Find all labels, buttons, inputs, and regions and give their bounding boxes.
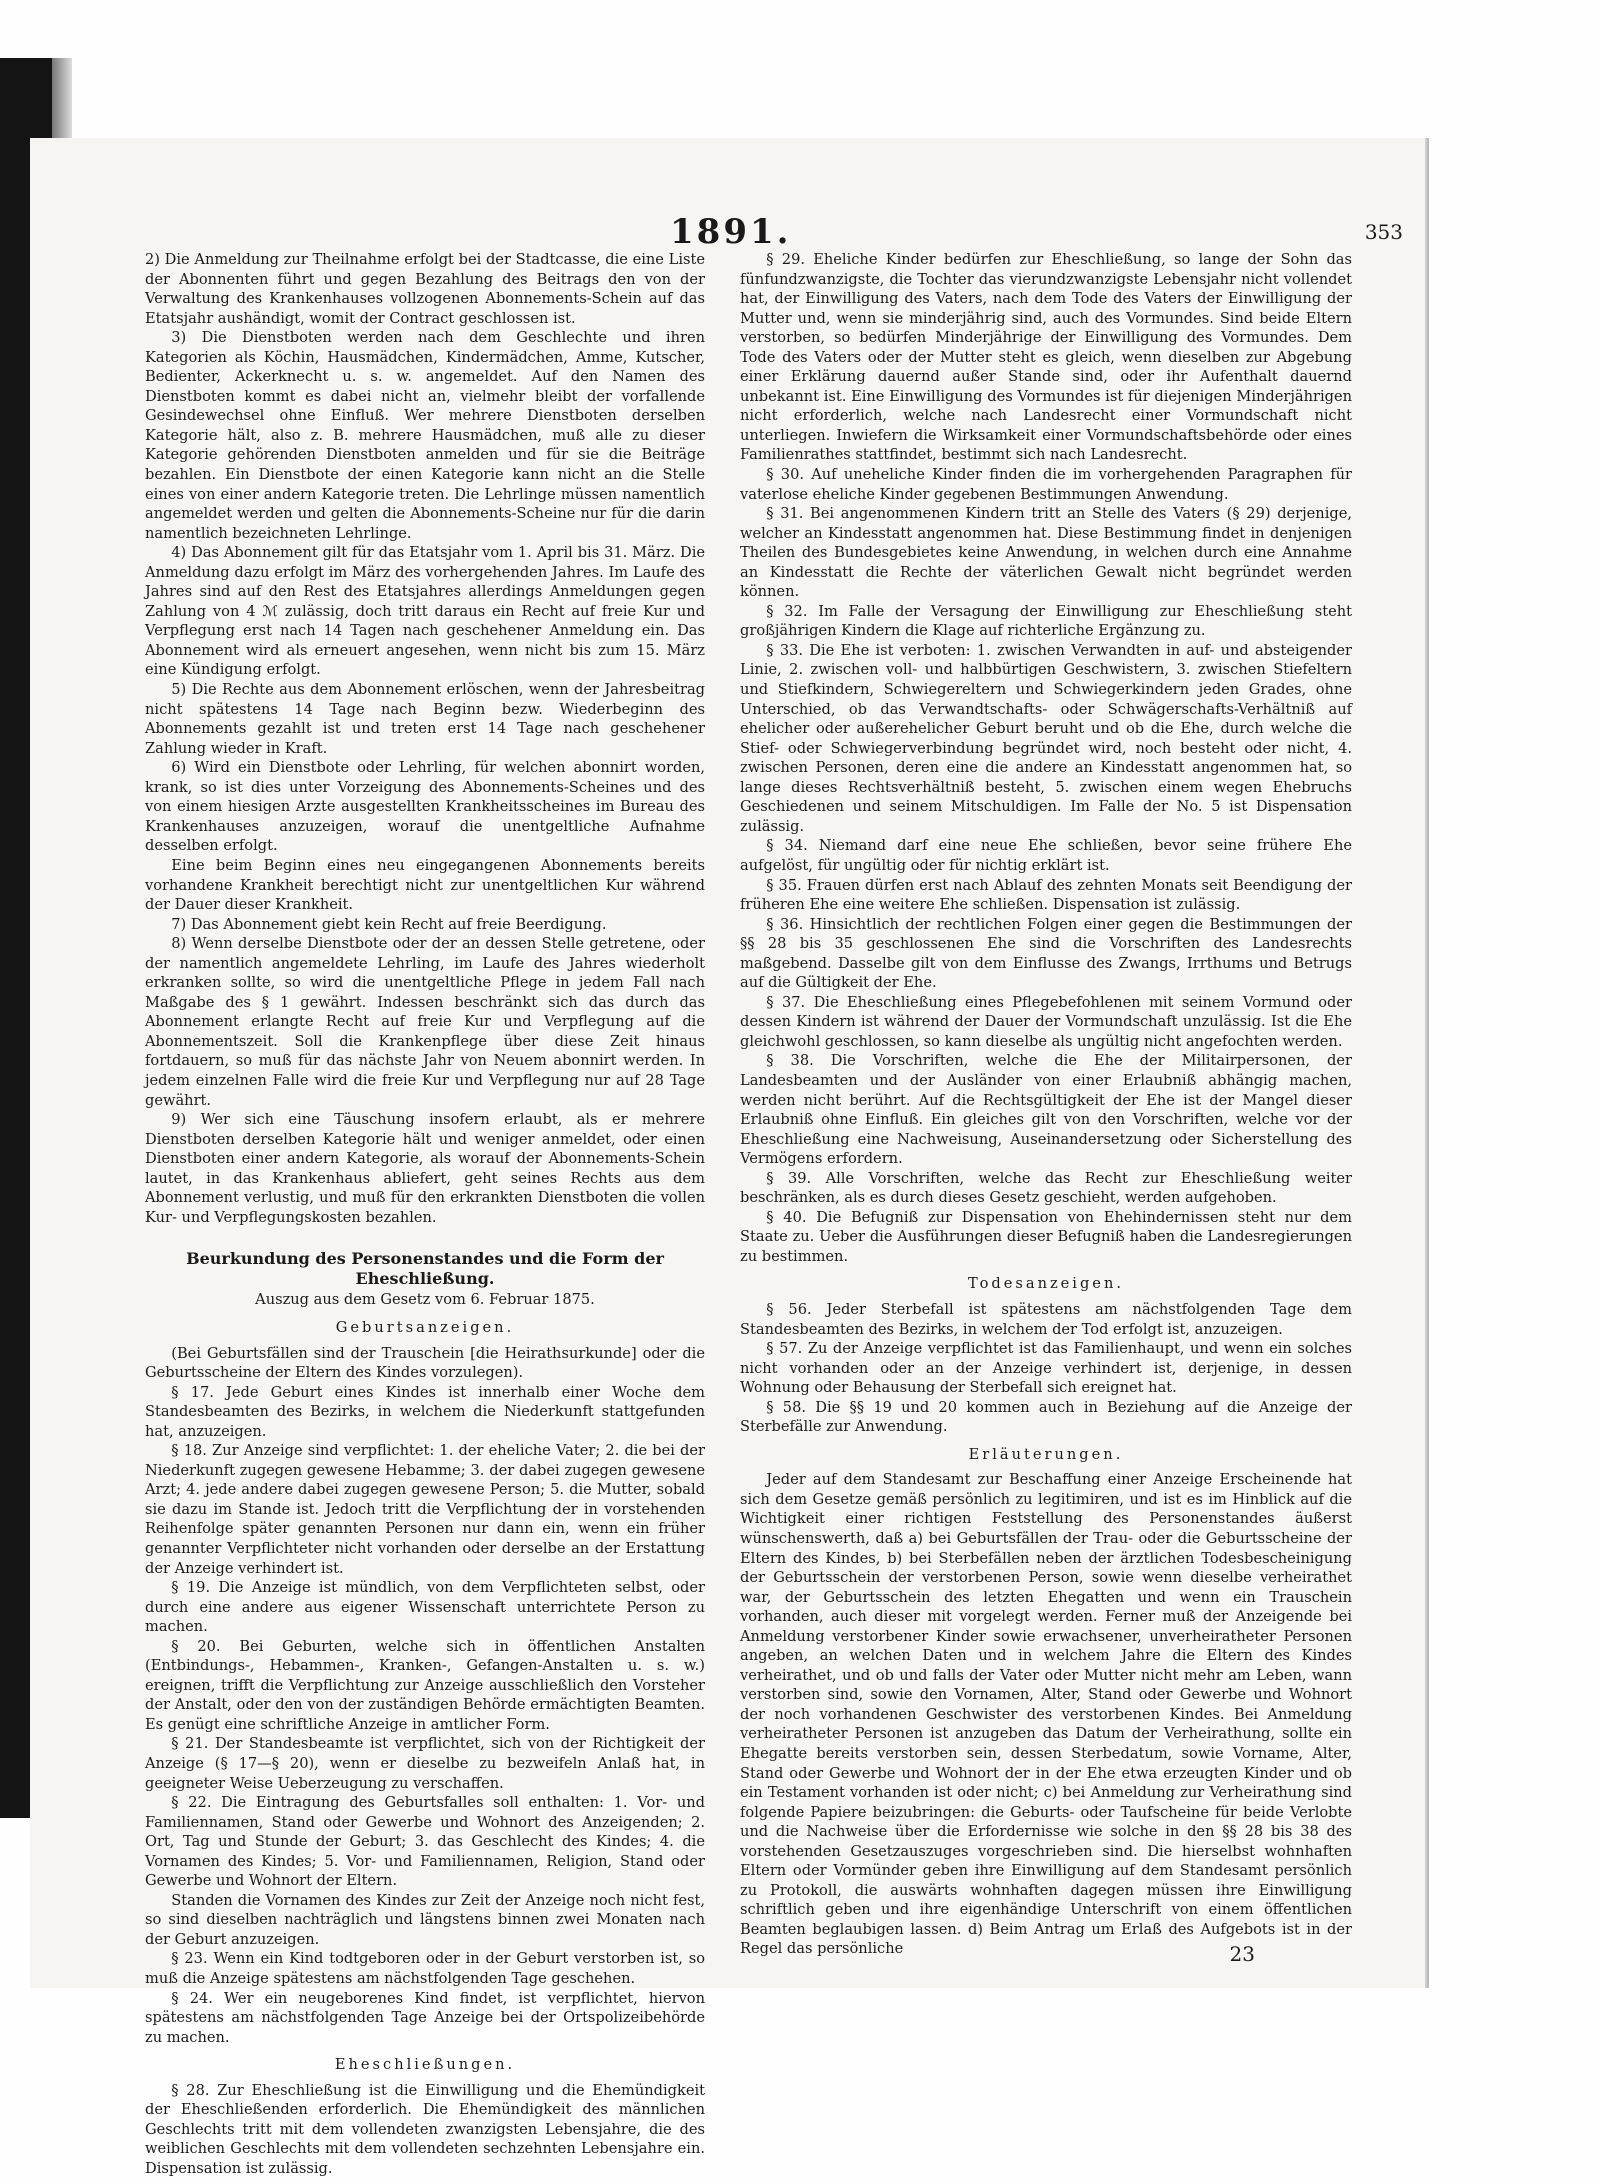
document-page [30,138,1427,2177]
heading-deaths: Todesanzeigen. [968,1275,1124,1293]
paragraph: § 38. Die Vorschriften, welche die Ehe der Militairpersonen, der Landesbeamten und der Ausländer von einer Erlaubniß abhängig machen, werden nicht berührt. Auf die Rechtsgültigkeit der Ehe ist der Mangel dieser Erlaubniß ohne Einfluß. Ein gleiches gilt von den Vorschriften, welche vor der Eheschließung eine Nachweisung, Auseinandersetzung oder Sicherstellung des Vermögens erfordern. [740,1052,1352,1168]
paragraph: § 20. Bei Geburten, welche sich in öffentlichen Anstalten (Entbindungs-, Hebammen-, Kranken-, Gefangen-Anstalten u. s. w.) ereignen, trifft die Verpflichtung zur Anzeige ausschließlich den Vorsteher der Anstalt, oder den von der zuständigen Behörde ermächtigten Beamten. Es genügt eine schriftliche Anzeige in amtlicher Form. [145,1637,705,1733]
paragraph: 6) Wird ein Dienstbote oder Lehrling, für welchen abonnirt worden, krank, so ist dies unter Vorzeigung des Abonnements-Scheines und des von einem hiesigen Arzte ausgestellten Krankheitsscheines im Bureau des Krankenhauses anzuzeigen, worauf die unentgeltliche Aufnahme desselben erfolgt. [145,759,705,855]
section-subtitle: Auszug aus dem Gesetz vom 6. Februar 1875. [255,1291,595,1309]
paragraph: 3) Die Dienstboten werden nach dem Geschlechte und ihren Kategorien als Köchin, Hausmädchen, Kindermädchen, Amme, Kutscher, Bedienter, Ackerknecht u. s. w. angemeldet. Auf den Namen des Dienstboten kommt es dabei nicht an, vielmehr bleibt der vorfallende Gesindewechsel ohne Einfluß. Wer mehrere Dienstboten derselben Kategorie hält, also z. B. mehrere Hausmädchen, muß alle zu dieser Kategorie gehörenden Dienstboten anmelden und für sie die Beiträge bezahlen. Ein Dienstbote der einen Kategorie kann nicht an die Stelle eines von einer andern Kategorie treten. Die Lehrlinge müssen namentlich angemeldet werden und gelten die Abonnements-Scheine nur für die darin namentlich bezeichneten Lehrlinge. [145,329,705,542]
paragraph: § 24. Wer ein neugeborenes Kind findet, ist verpflichtet, hiervon spätestens am nächstfolgenden Tage Anzeige bei der Ortspolizeibehörde zu machen. [145,1989,705,2046]
paragraph: § 17. Jede Geburt eines Kindes ist innerhalb einer Woche dem Standesbeamten des Bezirks, in welchem die Niederkunft stattgefunden hat, anzuzeigen. [145,1383,705,1440]
paragraph: § 23. Wenn ein Kind todtgeboren oder in der Geburt verstorben ist, so muß die Anzeige spätestens am nächstfolgenden Tage geschehen. [145,1950,705,1988]
paragraph: 2) Die Anmeldung zur Theilnahme erfolgt bei der Stadtcasse, die eine Liste der Abonnenten führt und gegen Bezahlung des Beitrags den von der Verwaltung des Krankenhauses vollzogenen Abonnements-Schein auf das Etatsjahr aushändigt, womit der Contract geschlossen ist. [145,251,705,327]
paragraph: § 58. Die §§ 19 und 20 kommen auch in Beziehung auf die Anzeige der Sterbefälle zur Anwendung. [740,1398,1352,1436]
paragraph: § 37. Die Eheschließung eines Pflegebefohlenen mit seinem Vormund oder dessen Kindern ist während der Dauer der Vormundschaft unzulässig. Ist die Ehe gleichwohl geschlossen, so kann dieselbe als ungültig nicht angefochten werden. [740,993,1352,1050]
paragraph: § 30. Auf uneheliche Kinder finden die im vorhergehenden Paragraphen für vaterlose eheliche Kinder gegebenen Bestimmungen Anwendung. [740,466,1352,503]
signature-mark: 23 [1229,1942,1255,1966]
page-year: 1891. [670,212,792,252]
heading-notes: Erläuterungen. [968,1445,1124,1463]
paragraph: § 18. Zur Anzeige sind verpflichtet: 1. der eheliche Vater; 2. die bei der Niederkunft zugegen gewesene Hebamme; 3. der dabei zugegen gewesene Arzt; 4. jede andere dabei zugegen gewesene Person; 5. die Mutter, sobald sie dazu im Stande ist. Jedoch tritt die Verpflichtung der in vorstehenden Reihenfolge später genannten Personen nur dann ein, wenn ein früher genannter Verpflichteter nicht vorhanden oder derselbe an der Erstattung der Anzeige verhindert ist. [145,1442,705,1577]
paragraph: § 57. Zu der Anzeige verpflichtet ist das Familienhaupt, und wenn ein solches nicht vorhanden oder an der Anzeige verhindert ist, derjenige, in dessen Wohnung oder Behausung der Sterbefall sich ereignet hat. [740,1340,1352,1397]
paragraph: § 33. Die Ehe ist verboten: 1. zwischen Verwandten in auf- und absteigender Linie, 2. zwischen voll- und halbbürtigen Geschwistern, 3. zwischen Stiefeltern und Stiefkindern, Schwiegereltern und Schwiegerkindern jeden Grades, ohne Unterschied, ob das Verwandtschafts- oder Schwägerschafts-Verhältniß auf ehelicher oder außerehelicher Geburt beruht und ob die Ehe, durch welche die Stief- oder Schwiegerverbindung begründet wird, noch besteht oder nicht, 4. zwischen Personen, deren eine die andere an Kindesstatt angenommen hat, so lange dieses Rechtsverhältniß besteht, 5. zwischen einem wegen Ehebruchs Geschiedenen und seinem Mitschuldigen. Im Falle der No. 5 ist Dispensation zulässig. [740,641,1352,835]
left-column [145,250,705,2179]
paragraph: § 35. Frauen dürfen erst nach Ablauf des zehnten Monats seit Beendigung der früheren Ehe eine weitere Ehe schließen. Dispensation ist zulässig. [740,876,1352,914]
paragraph: 4) Das Abonnement gilt für das Etatsjahr vom 1. April bis 31. März. Die Anmeldung dazu erfolgt im März des vorhergehenden Jahres. Im Laufe des Jahres sind auf den Rest des Etatsjahres allerdings Anmeldungen gegen Zahlung von 4 ℳ zulässig, doch tritt daraus ein Recht auf freie Kur und Verpflegung erst nach 14 Tagen nach geschehener Anmeldung ein. Das Abonnement wird als erneuert angesehen, wenn nicht bis zum 15. März eine Kündigung erfolgt. [145,544,705,679]
paragraph: § 31. Bei angenommenen Kindern tritt an Stelle des Vaters (§ 29) derjenige, welcher an Kindesstatt angenommen hat. Diese Bestimmung findet in denjenigen Theilen des Bundesgebietes keine Anwendung, in welchen durch eine Annahme an Kindesstatt die Rechte der väterlichen Gewalt nicht begründet werden können. [740,505,1352,601]
paragraph: § 28. Zur Eheschließung ist die Einwilligung und die Ehemündigkeit der Eheschließenden erforderlich. Die Ehemündigkeit des männlichen Geschlechts tritt mit dem vollendeten zwanzigsten Lebensjahre, die des weiblichen Geschlechts mit dem vollendeten sechzehnten Lebensjahre ein. Dispensation ist zulässig. [145,2081,705,2177]
paragraph: § 40. Die Befugniß zur Dispensation von Ehehindernissen steht nur dem Staate zu. Ueber die Ausführungen dieser Befugniß haben die Landesregierungen zu bestimmen. [740,1208,1352,1265]
paragraph: 7) Das Abonnement giebt kein Recht auf freie Beerdigung. [171,915,607,933]
paragraph: § 19. Die Anzeige ist mündlich, von dem Verpflichteten selbst, oder durch eine andere aus eigener Wissenschaft unterrichtete Person zu machen. [145,1579,705,1636]
paragraph: § 56. Jeder Sterbefall ist spätestens am nächstfolgenden Tage dem Standesbeamten des Bezirks, in welchem der Tod erfolgt ist, anzuzeigen. [740,1300,1352,1338]
page-header [30,212,1425,252]
paragraph: § 36. Hinsichtlich der rechtlichen Folgen einer gegen die Bestimmungen der §§ 28 bis 35 geschlossenen Ehe sind die Vorschriften des Landesrechts maßgebend. Dasselbe gilt von dem Einflusse des Zwangs, Irrthums und Betrugs auf die Gültigkeit der Ehe. [740,915,1352,992]
paragraph: Jeder auf dem Standesamt zur Beschaffung einer Anzeige Erscheinende hat sich dem Gesetze gemäß persönlich zu legitimiren, und ist es im Hinblick auf die Wichtigkeit einer richtigen Feststellung des Personenstandes äußerst wünschenswerth, daß a) bei Geburtsfällen der Trau- oder die Geburtsscheine der Eltern des Kindes, b) bei Sterbefällen neben der ärztlichen Todesbescheinigung der Geburtsschein der verstorbenen Person, sowie wenn dieselbe verheirathet war, der Geburtsschein des letzten Ehegatten und wenn ein Trauschein vorhanden, auch dieser mit vorgelegt werden. Ferner muß der Anzeigende bei Anmeldung verstorbener Kinder sowie erwachsener, unverheiratheter Personen angeben, an welchen Daten und in welchem Jahre die Eltern des Kindes verheirathet, und ob und falls der Vater oder Mutter nicht mehr am Leben, wann verstorben sind, sowie den Vornamen, Alter, Stand oder Gewerbe und Wohnort der noch vorhandenen Geschwister des verstorbenen Kindes. Bei Anmeldung verheiratheter Personen ist anzugeben das Datum der Verheirathung, sollte ein Ehegatte bereits verstorben sein, dessen Sterbedatum, sowie Vorname, Alter, Stand oder Gewerbe und Wohnort der in der Ehe etwa erzeugten Kinder und ob ein Testament vorhanden ist oder nicht; c) bei Anmeldung zur Verheirathung sind folgende Papiere beizubringen: die Geburts- oder Taufscheine für beide Verlobte und die Nachweise über die Erfordernisse wie solche in den §§ 28 bis 38 des vorstehenden Gesetzauszuges vorgeschrieben sind. Die hierselbst wohnhaften Eltern oder Vormünder geben ihre Einwilligung auf dem Standesamt persönlich zu Protokoll, die auswärts wohnhaften dagegen müssen ihre Einwilligung schriftlich geben und ihre eigenhändige Unterschrift von einem öffentlichen Beamten beglaubigen lassen. d) Beim Antrag um Erlaß des Aufgebots ist in der Regel das persönliche [740,1471,1352,1958]
paragraph: § 39. Alle Vorschriften, welche das Recht zur Eheschließung weiter beschränken, als es durch dieses Gesetz geschieht, werden aufgehoben. [740,1169,1352,1207]
heading-marriages: Eheschließungen. [334,2056,516,2074]
paragraph: § 34. Niemand darf eine neue Ehe schließen, bevor seine frühere Ehe aufgelöst, für ungültig oder für nichtig erklärt ist. [740,837,1352,874]
paragraph: § 21. Der Standesbeamte ist verpflichtet, sich von der Richtigkeit der Anzeige (§ 17—§ 20), wenn er dieselbe zu bezweifeln Anlaß hat, in geeigneter Weise Ueberzeugung zu verschaffen. [145,1735,705,1792]
section-title: Beurkundung des Personenstandes und die Form der Eheschließung. [186,1249,664,1288]
paragraph: Eine beim Beginn eines neu eingegangenen Abonnements bereits vorhandene Krankheit berechtigt nicht zur unentgeltlichen Kur während der Dauer dieser Krankheit. [145,856,705,914]
page-number: 353 [1364,220,1403,244]
paragraph: § 22. Die Eintragung des Geburtsfalles soll enthalten: 1. Vor- und Familiennamen, Stand oder Gewerbe und Wohnort des Anzeigenden; 2. Ort, Tag und Stunde der Geburt; 3. das Geschlecht des Kindes; 4. die Vornamen des Kindes; 5. Vor- und Familiennamen, Religion, Stand oder Gewerbe und Wohnort der Eltern. [145,1794,705,1890]
paragraph: (Bei Geburtsfällen sind der Trauschein [die Heirathsurkunde] oder die Geburtsscheine der Eltern des Kindes vorzulegen). [145,1344,705,1382]
right-column [740,250,1352,1959]
paragraph: § 32. Im Falle der Versagung der Einwilligung zur Eheschließung steht großjährigen Kindern die Klage auf richterliche Ergänzung zu. [740,602,1352,640]
heading-births: Geburtsanzeigen. [335,1318,515,1336]
paragraph: 5) Die Rechte aus dem Abonnement erlöschen, wenn der Jahresbeitrag nicht spätestens 14 Tage nach Beginn bezw. Wiederbeginn des Abonnements gezahlt ist und treten erst 14 Tage nach geschehener Zahlung wieder in Kraft. [145,681,705,757]
paragraph: 8) Wenn derselbe Dienstbote oder der an dessen Stelle getretene, oder der namentlich angemeldete Lehrling, im Laufe des Jahres wiederholt erkranken sollte, so wird die unentgeltliche Pflege in jedem Fall nach Maßgabe des § 1 gewährt. Indessen beschränkt sich das durch das Abonnement erlangte Recht auf freie Kur und Verpflegung auf die Abonnementszeit. Soll die Krankenpflege über diese Zeit hinaus fortdauern, so muß für das nächste Jahr von Neuem abonnirt werden. In jedem einzelnen Falle wird die freie Kur und Verpflegung nur auf 28 Tage gewährt. [145,935,705,1109]
paragraph: 9) Wer sich eine Täuschung insofern erlaubt, als er mehrere Dienstboten derselben Kategorie hält und weniger anmeldet, oder einen Dienstboten einer andern Kategorie, als worauf der Abonnements-Schein lautet, in das Krankenhaus abliefert, geht seines Rechts aus dem Abonnement verlustig, und muß für den erkrankten Dienstboten die vollen Kur- und Verpflegungskosten bezahlen. [145,1111,705,1226]
paragraph: § 29. Eheliche Kinder bedürfen zur Eheschließung, so lange der Sohn das fünfundzwanzigste, die Tochter das vierundzwanzigste Lebensjahr nicht vollendet hat, der Einwilligung des Vaters, nach dem Tode des Vaters der Einwilligung der Mutter und, wenn sie minderjährig sind, auch des Vormundes. Sind beide Eltern verstorben, so bedürfen Minderjährige der Einwilligung des Vormundes. Dem Tode des Vaters oder der Mutter steht es gleich, wenn dieselben zur Abgebung einer Erklärung dauernd außer Stande sind, oder ihr Aufenthalt dauernd unbekannt ist. Eine Einwilligung des Vormundes ist für diejenigen Minderjährigen nicht erforderlich, welche nach Landesrecht einer Vormundschaft nicht unterliegen. Inwiefern die Wirksamkeit einer Vormundschaftsbehörde oder eines Familienrathes stattfindet, bestimmt sich nach Landesrecht. [740,251,1352,464]
paragraph: Standen die Vornamen des Kindes zur Zeit der Anzeige noch nicht fest, so sind dieselben nachträglich und längstens binnen zwei Monaten nach der Geburt anzuzeigen. [145,1891,705,1948]
